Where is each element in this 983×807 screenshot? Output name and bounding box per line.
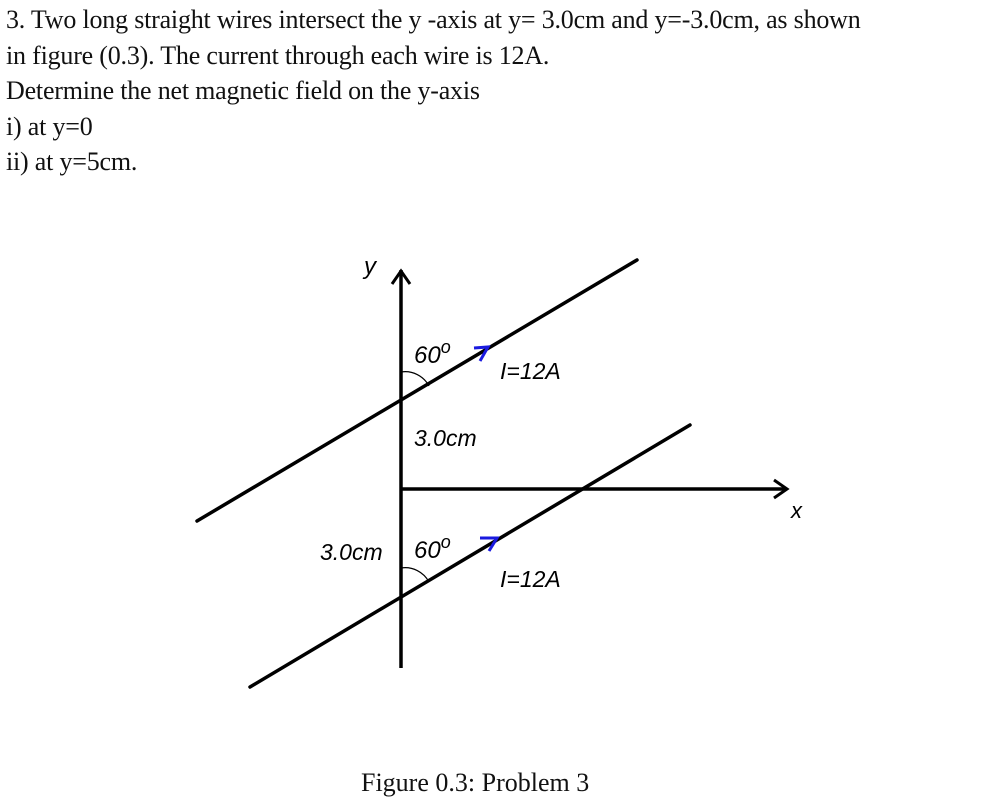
distance-label-lower: 3.0cm [320,539,383,565]
current-label-upper: I=12A [500,358,561,384]
x-axis [401,480,803,523]
problem-part-i: i) at y=0 [6,111,93,141]
problem-part-ii: ii) at y=5cm. [6,147,138,176]
upper-wire [197,260,637,521]
problem-line-3: Determine the net magnetic field on the y-axis [6,76,480,105]
problem-line-2: in figure (0.3). The current through each wire is 12A. [6,40,550,70]
angle-label-lower: 60$^o$ [414,532,451,564]
angle-label-upper: 60$^o$ [414,337,451,369]
y-axis-label: y [364,253,376,280]
lower-wire [250,425,690,687]
problem-line-1: 3. Two long straight wires intersect the y -axis at y= 3.0cm and y=-3.0cm, as shown [6,5,861,34]
distance-label-upper: 3.0cm [414,425,477,451]
x-axis-label: x [791,498,802,523]
angle-arc-lower [401,568,429,582]
current-label-lower: I=12A [500,566,561,592]
figure-caption: Figure 0.3: Problem 3 [361,768,590,797]
